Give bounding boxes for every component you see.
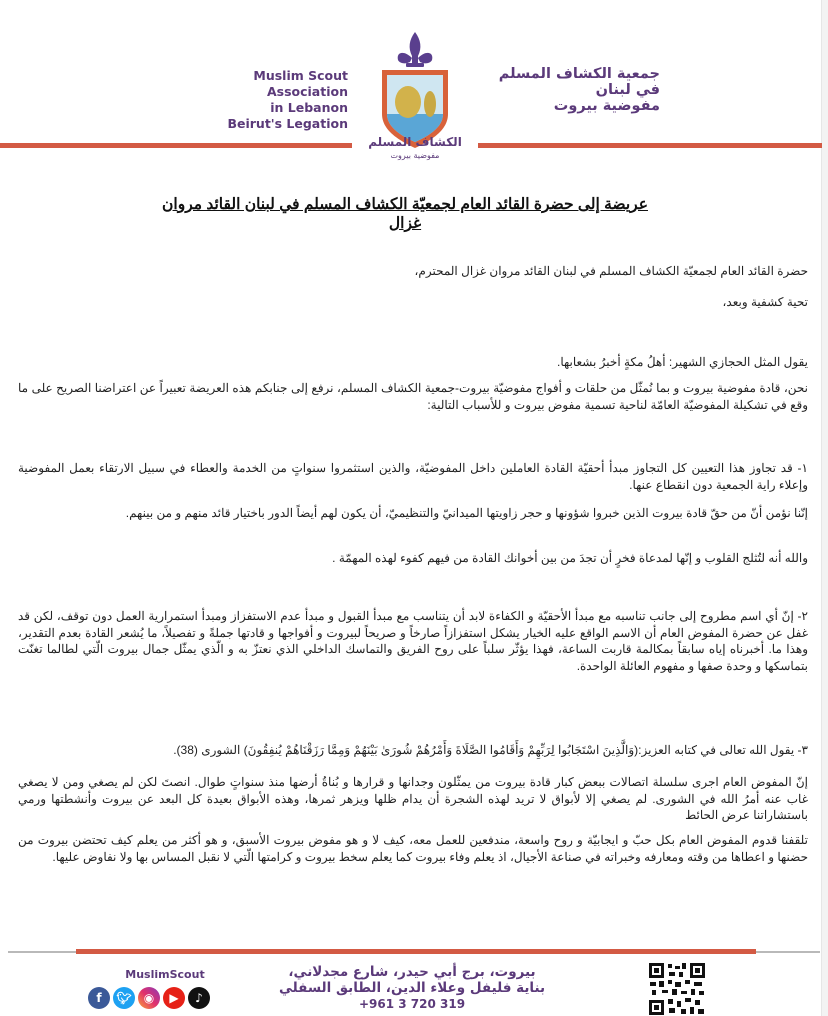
facebook-icon[interactable]: f [88, 987, 110, 1009]
intro-paragraph: نحن، قادة مفوضية بيروت و بما نُمثّل من حلقات و أفواج مفوضيّة بيروت-جمعية الكشاف المسلم، نرفع إلى جنابكم هذه العريضة تعبيراً عن اعتراضنا الصريح على ما وقع في تشكيلة المفوضيّة العامّة لناحية تسمية مفوض بيروت و للأسباب التالية: [18, 381, 808, 412]
instagram-icon[interactable]: ◉ [138, 987, 160, 1009]
reason-1-paragraph: والله أنه لتُثلج القلوب و إنّها لمدعاة فخرٍ أن تجدَ من بين أخوانك القادة من فيهم كفوء لهذه المهمّة . [332, 551, 808, 565]
reason-3-paragraph: ٣- يقول الله تعالى في كتابه العزيز:(وَالَّذِينَ اسْتَجَابُوا لِرَبِّهِمْ وَأَقَامُوا الصَّلَاةَ وَأَمْرُهُمْ شُورَىٰ بَيْنَهُمْ وَمِمَّا رَزَقْنَاهُمْ يُنفِقُونَ) الشورى (38). [173, 743, 808, 757]
page-edge [821, 0, 828, 1016]
org-name-ar-line1: جمعية الكشاف المسلم [498, 66, 660, 82]
footer-divider-red [76, 949, 756, 954]
youtube-icon[interactable]: ▶ [163, 987, 185, 1009]
reason-1-paragraph: إنّنا نؤمن أنّ من حقّ قادة بيروت الذين خبروا شؤونها و حجر زاويتها الميدانيّ والتنظيميّ، أن يكون لهم أيضاً الدور باختيار قائد منهم و من بينهم. [125, 506, 808, 520]
header-divider-left [0, 143, 352, 148]
social-handle: MuslimScout [125, 968, 205, 981]
logo-caption-title: الكشاف المسلم [368, 135, 462, 149]
phone-number: +961 3 720 319 [358, 997, 466, 1011]
reason-2-paragraph: ٢- إنّ أي اسم مطروح إلى جانب تناسبه مع مبدأ الأحقيّة و الكفاءة لابد أن يتناسب مع مبدأ القبول و مبدأ عدم الاستفزاز ومبدأ استمرارية العمل دون توقف، لكن قد غفل عن حضرة المفوض العام أن الاسم الواقع عليه الخيار يشكل استفزازاً صارخاً و صريحاً لبيروت و أفواجها و قادتها جملةً و تفصيلاً، ما يُشعر القادة بعدم التقدير، وهذا ما. أخبرناه إياه سابقاً بمكالمة قاربت الساعة، فهذا يؤثّر سلباً على روح الفريق والتماسك الداخلي الذي نعتزّ به و الّذي يمثّل جمال بيروت الّتي لطالما تغنّت بتماسكها و وحدة صفها و مفهوم العائلة الواحدة. [18, 609, 808, 673]
address-line-2: بناية فليفل وعلاء الدين، الطابق السفلي [278, 980, 546, 996]
reason-3-paragraph: إنّ المفوض العام اجرى سلسلة اتصالات ببعض كبار قادة بيروت من يمثّلون وجدانها و قرارها و بُناةُ أرضها منذ سنواتٍ طوال. انصتَ لكن لم يصغي ومن لا يصغي غاب عنه أمرُ الله في الشورى. لم يصغي إلا لأبواق لا تريد لهذه الشجرة أن يدام ظلها ويزهر ثمرها، وهذه الأبواق بعيدة كل البعد عن بيروت وأنشطتها ورمي باستشاراتنا عرض الحائط [18, 775, 808, 822]
logo-caption-subtitle: مفوضية بيروت [390, 151, 440, 160]
qr-code-icon[interactable] [648, 962, 706, 1016]
tiktok-icon[interactable]: ♪ [188, 987, 210, 1009]
reason-1-paragraph: ١- قد تجاوز هذا التعيين كل التجاوز مبدأ أحقيّة القادة العاملين داخل المفوضيّة، والذين استثمروا سنواتٍ من الخدمة والعطاء في سبيل الارتقاء بعمل المفوضية وإعلاء راية الجمعية دون انقطاع عنها. [18, 461, 808, 492]
footer-address [262, 964, 562, 1012]
salutation: حضرة القائد العام لجمعيّة الكشاف المسلم في لبنان القائد مروان غزال المحترم، [414, 264, 808, 278]
address-line-1: بيروت، برج أبي حيدر، شارع مجدلاني، [288, 964, 536, 980]
header-divider-right [478, 143, 822, 148]
logo-caption [356, 136, 474, 162]
greeting: تحية كشفية وبعد، [722, 295, 808, 309]
org-name-arabic [480, 66, 660, 114]
org-name-en-line3: Beirut's Legation [227, 116, 348, 131]
twitter-icon[interactable]: 🐦︎ [113, 987, 135, 1009]
org-name-ar-line2: في لبنان [595, 82, 660, 98]
document-title: عريضة إلى حضرة القائد العام لجمعيّة الكشاف المسلم في لبنان القائد مروان غزال [162, 196, 648, 232]
org-name-en-line2: in Lebanon [270, 100, 348, 115]
org-name-en-line1: Muslim Scout Association [253, 68, 348, 99]
org-name-ar-line3: مفوضية بيروت [553, 98, 660, 114]
reason-3-paragraph: تلقفنا قدوم المفوض العام بكل حبّ و ايجابيّة و روح واسعة، مندفعين للعمل معه، كيف لا و هو مفوض بيروت الأسبق، و هو أكثر من يعلم كيف تحتضن بيروت من حضنها و اعطاها من وقته ومعارفه وخبراته في صناعة الأجيال، اذ يعلم وفاء بيروت كما يعلم سخط بيروت و كرامتها الّتي لا نقبل المساس بها ولا نفاوض عليها. [18, 833, 808, 864]
social-icons [88, 987, 210, 1009]
proverb: يقول المثل الحجازي الشهير: أهلُ مكةٍ أخبرُ بشعابها. [556, 355, 808, 369]
org-name-english [190, 68, 348, 132]
